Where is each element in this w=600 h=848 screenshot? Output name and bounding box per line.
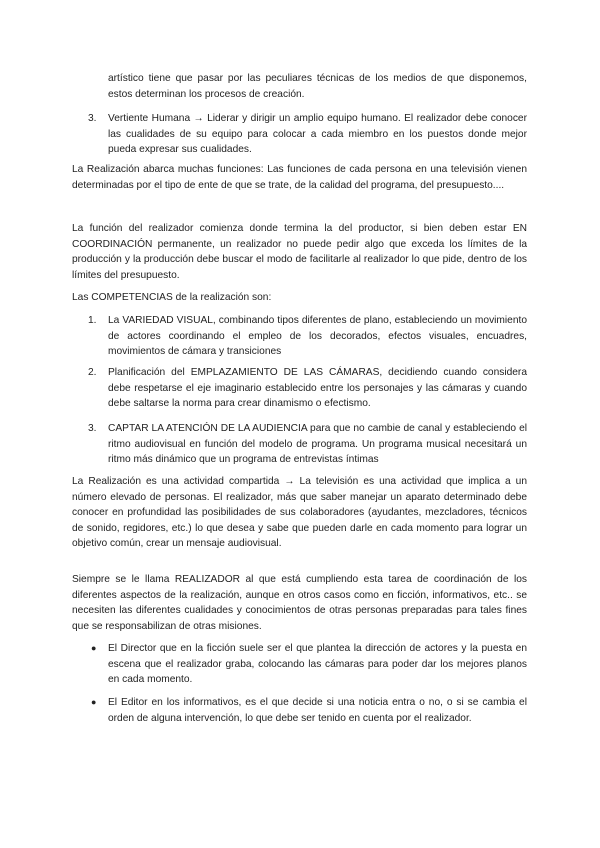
- paragraph-competencias-intro: Las COMPETENCIAS de la realización son:: [72, 292, 272, 303]
- list-item-emplazamiento-camaras: Planificación del EMPLAZAMIENTO DE LAS CÁMARAS, decidiendo cuando considera debe respetarse el eje imaginario establecido entre los personajes y las cámaras y cuando debe saltarse la norma para crear dinamismo o efectismo.: [108, 367, 527, 410]
- bullet-marker: ●: [91, 697, 97, 707]
- bullet-item-editor: El Editor en los informativos, es el que decide si una noticia entra o no, o si se cambia el orden de alguna intervención, lo que debe ser tenido en cuenta por el realizador.: [108, 697, 527, 724]
- list-number: 3.: [88, 113, 97, 124]
- paragraph-realizacion-funciones: La Realización abarca muchas funciones: Las funciones de cada persona en una televisión vienen determinadas por el tipo de ente de que se trate, de la calidad del programa, del presupuesto....: [72, 164, 527, 191]
- paragraph-siempre-realizador: Siempre se le llama REALIZADOR al que está cumpliendo esta tarea de coordinación de los diferentes aspectos de la realización, aunque en otros casos como en ficción, informativos, etc.. se necesiten las diferentes cualidades y conocimientos de otras personas preparadas para tales fines que se responsabilizan de otras misiones.: [72, 574, 527, 632]
- paragraph-funcion-realizador: La función del realizador comienza donde termina la del productor, si bien deben estar EN COORDINACIÓN permanente, un realizador no puede pedir algo que exceda los límites de la producción y la producción debe buscar el modo de facilitarle al realizador lo que pide, dentro de los límites del presupuesto.: [72, 223, 527, 281]
- bullet-item-director: El Director que en la ficción suele ser el que plantea la dirección de actores y la puesta en escena que el realizador graba, colocando las cámaras para poder dar los mejores planos en cada momento.: [108, 643, 527, 686]
- list-item-captar-atencion: CAPTAR LA ATENCIÓN DE LA AUDIENCIA para que no cambie de canal y estableciendo el ritmo audiovisual en función del modelo de programa. Un programa musical necesitará un ritmo más dinámico que un programa de entrevistas íntimas: [108, 423, 527, 466]
- list-item-variedad-visual: La VARIEDAD VISUAL, combinando tipos diferentes de plano, estableciendo un movimiento de actores coordinando el empleo de los decorados, efectos visuales, encuadres, movimientos de cámara y transiciones: [108, 315, 527, 358]
- paragraph-artistic-continuation: artístico tiene que pasar por las peculiares técnicas de los medios de que disponemos, estos determinan los procesos de creación.: [108, 73, 527, 100]
- list-item-vertiente-humana: Vertiente Humana → Liderar y dirigir un amplio equipo humano. El realizador debe conocer las cualidades de su equipo para colocar a cada miembro en los puestos donde mejor pueda expresar sus cualidades.: [108, 113, 527, 156]
- bullet-marker: ●: [91, 643, 97, 653]
- list-number: 2.: [88, 367, 97, 378]
- list-number: 3.: [88, 423, 97, 434]
- list-number: 1.: [88, 315, 97, 326]
- paragraph-actividad-compartida: La Realización es una actividad compartida → La televisión es una actividad que implica a un número elevado de personas. El realizador, más que saber manejar un aparato determinado debe conocer en profundidad las posibilidades de sus colaboradores (ayudantes, mezcladores, técnicos de sonido, regidores, etc.) lo que desea y sabe que pueden darle en cada momento para lograr un objetivo común, crear un mensaje audiovisual.: [72, 476, 527, 550]
